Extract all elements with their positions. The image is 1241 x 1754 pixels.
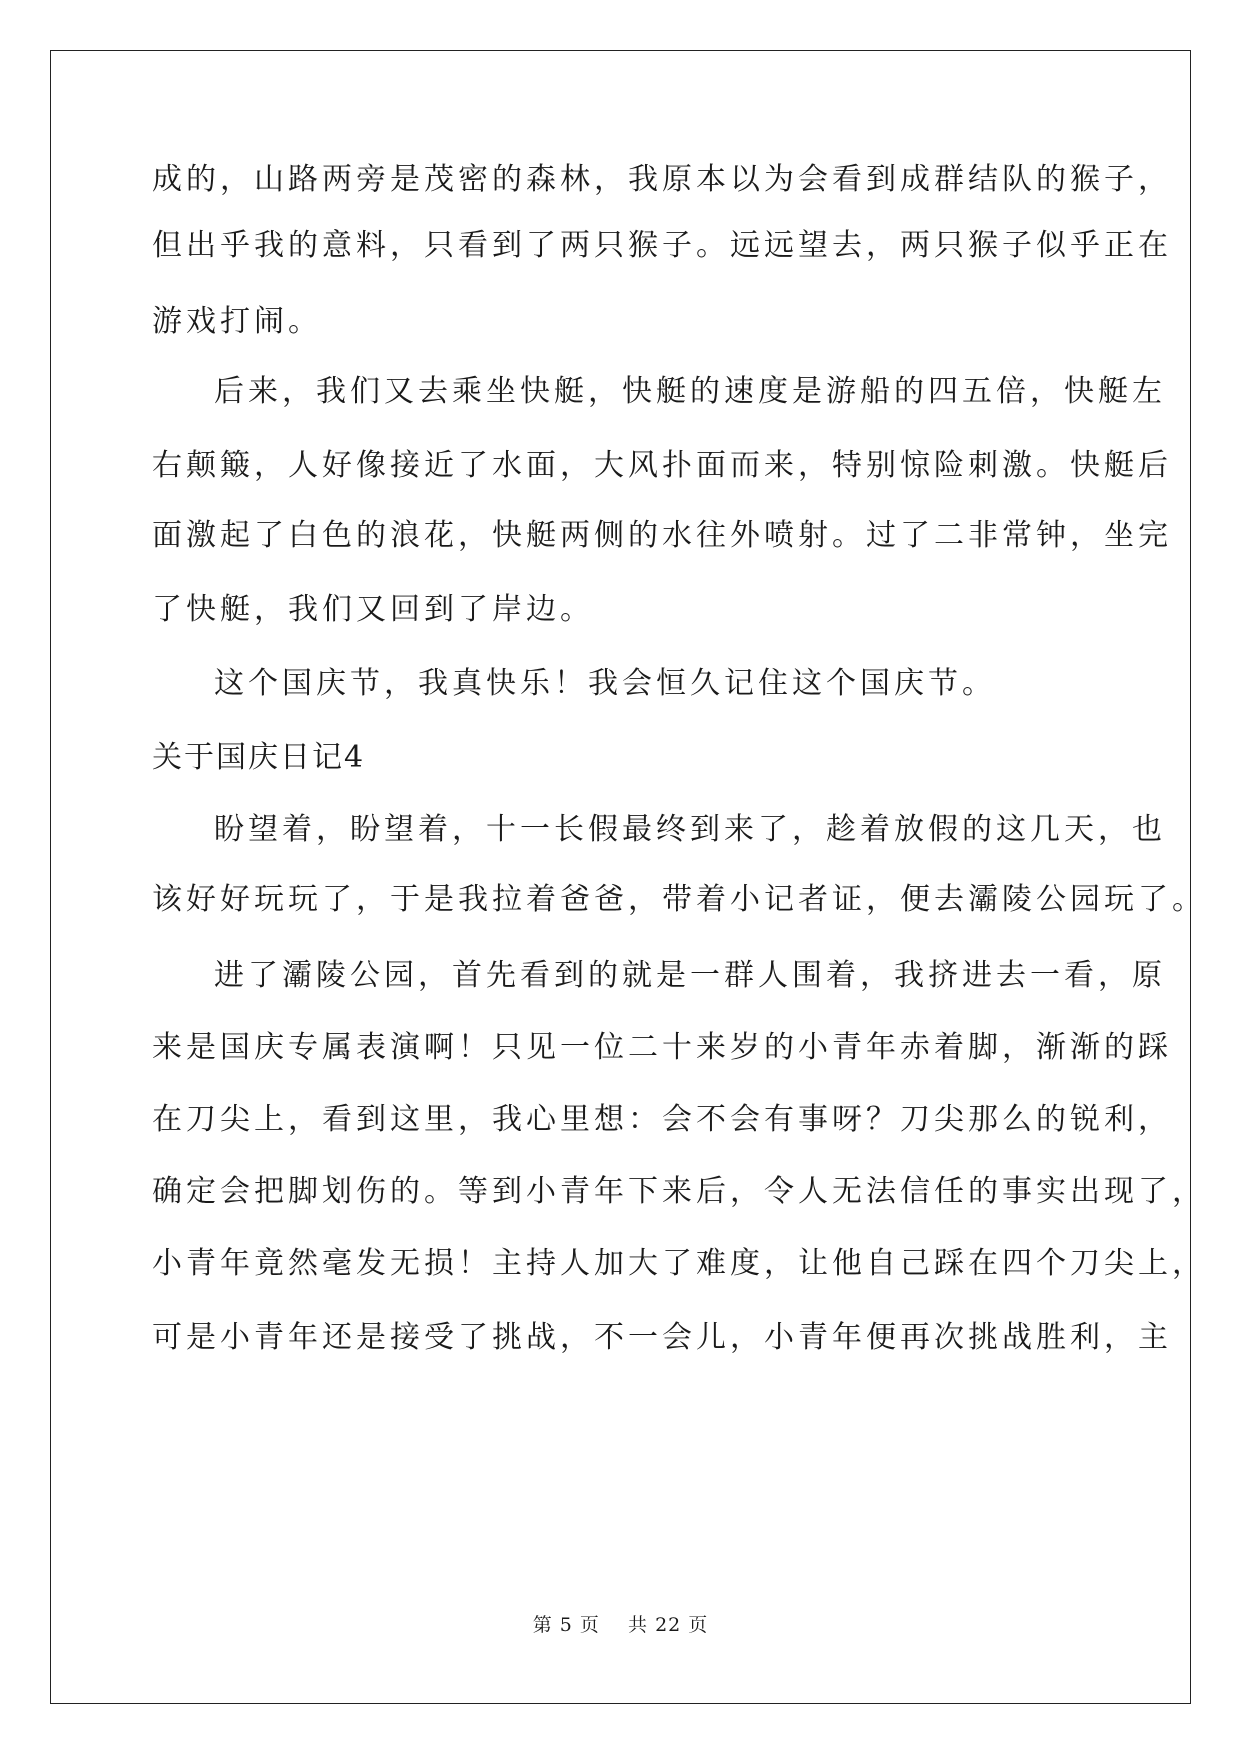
body-line-8: 这个国庆节，我真快乐！我会恒久记住这个国庆节。 — [214, 666, 996, 701]
body-line-9: 盼望着，盼望着，十一长假最终到来了，趁着放假的这几天，也 — [214, 812, 1166, 847]
body-line-5: 右颠簸，人好像接近了水面，大风扑面而来，特别惊险刺激。快艇后 — [152, 448, 1172, 483]
body-line-14: 确定会把脚划伤的。等到小青年下来后，令人无法信任的事实出现了， — [152, 1174, 1206, 1209]
body-line-15: 小青年竟然毫发无损！主持人加大了难度，让他自己踩在四个刀尖上， — [152, 1246, 1206, 1281]
section-heading: 关于国庆日记4 — [152, 740, 366, 775]
body-line-7: 了快艇，我们又回到了岸边。 — [152, 592, 594, 627]
body-line-16: 可是小青年还是接受了挑战，不一会儿，小青年便再次挑战胜利，主 — [152, 1320, 1172, 1355]
page-number-footer: 第 5 页 共 22 页 — [532, 1614, 709, 1636]
body-line-4: 后来，我们又去乘坐快艇，快艇的速度是游船的四五倍，快艇左 — [214, 374, 1166, 409]
body-line-10: 该好好玩玩了，于是我拉着爸爸，带着小记者证，便去灞陵公园玩了。 — [152, 882, 1206, 917]
page-border — [50, 50, 1191, 1704]
body-line-3: 游戏打闹。 — [152, 304, 322, 339]
body-line-12: 来是国庆专属表演啊！只见一位二十来岁的小青年赤着脚，渐渐的踩 — [152, 1030, 1172, 1065]
body-line-6: 面激起了白色的浪花，快艇两侧的水往外喷射。过了二非常钟，坐完 — [152, 518, 1172, 553]
body-line-13: 在刀尖上，看到这里，我心里想：会不会有事呀？刀尖那么的锐利， — [152, 1102, 1172, 1137]
body-line-11: 进了灞陵公园，首先看到的就是一群人围着，我挤进去一看，原 — [214, 958, 1166, 993]
body-line-2: 但出乎我的意料，只看到了两只猴子。远远望去，两只猴子似乎正在 — [152, 228, 1172, 263]
body-line-1: 成的，山路两旁是茂密的森林，我原本以为会看到成群结队的猴子， — [152, 162, 1172, 197]
